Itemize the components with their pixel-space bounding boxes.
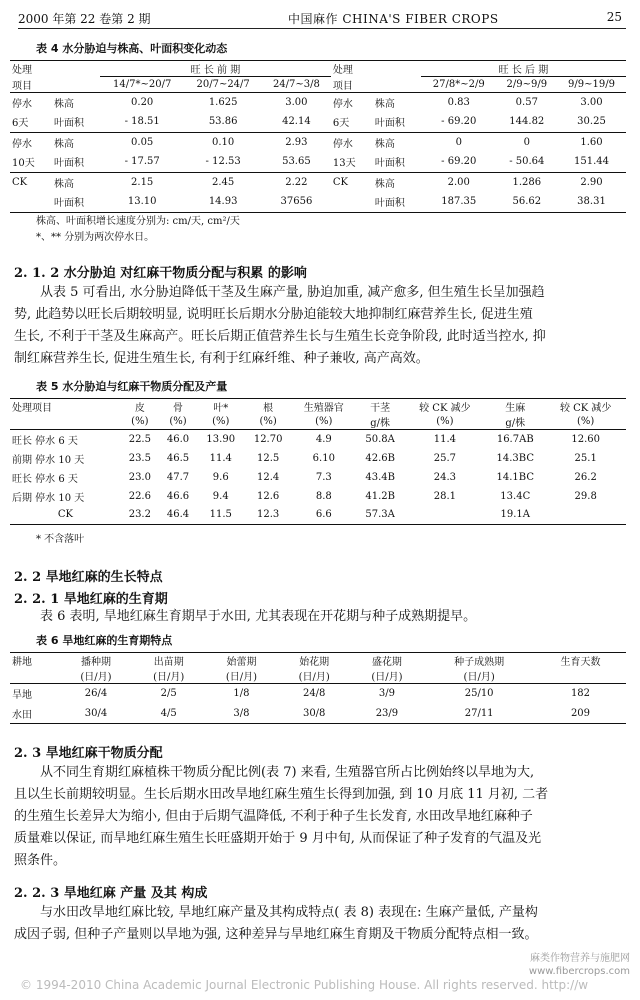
table4-caption: 表 4 水分胁迫与株高、叶面积变化动态 <box>36 42 228 55</box>
table-cell: 182 <box>570 688 591 700</box>
table-cell: 2.90 <box>580 176 603 188</box>
table-cell: 42.14 <box>282 116 311 128</box>
table-cell: 12.70 <box>253 433 283 445</box>
table-cell: 11.4 <box>209 452 232 464</box>
table-cell: 187.35 <box>441 196 477 208</box>
table-cell: 停水 <box>12 138 32 150</box>
table-cell: 56.62 <box>512 196 542 208</box>
section-heading-2-2-1: 2. 2. 1 旱地红麻的生育期 <box>14 592 168 607</box>
table-header: (日/月) <box>153 672 185 683</box>
table-cell <box>405 506 486 525</box>
table-header: (%) <box>259 416 277 427</box>
table4-note2: *、** 分别为两次停水日。 <box>36 232 155 243</box>
table-cell: 53.86 <box>208 116 238 128</box>
table-cell: 23.2 <box>128 509 151 521</box>
table-cell: 43.4B <box>365 471 395 483</box>
table-row <box>10 92 626 112</box>
table-header: (日/月) <box>298 672 330 683</box>
table-cell: 47.7 <box>166 471 190 483</box>
table-cell: 2.15 <box>131 176 154 188</box>
paragraph-2-1-2 <box>14 282 626 370</box>
paragraph-line: 与水田改旱地红麻比较, 旱地红麻产量及其构成特点( 表 8) 表现在: 生麻产量低, 产量构 <box>40 905 538 920</box>
table-cell: 旱地 <box>12 690 32 702</box>
table-cell: 2.00 <box>447 176 470 188</box>
table-header: (日/月) <box>80 672 112 683</box>
table-cell: 41.2B <box>365 490 395 502</box>
table-cell <box>545 506 626 525</box>
table-cell: 46.4 <box>166 509 190 521</box>
table-header: 骨 <box>172 403 183 414</box>
table4-h-treat-late: 处理 <box>332 65 353 77</box>
table4-col-header: 14/7*~20/7 <box>113 78 172 90</box>
table-cell: 6天 <box>12 118 29 130</box>
table-header: 根 <box>263 403 274 414</box>
table-cell: 12.5 <box>257 452 280 464</box>
paragraph-line: 从表 5 可看出, 水分胁迫降低干茎及生麻产量, 胁迫加重, 减产愈多, 但生殖生长呈加强趋 <box>40 285 545 300</box>
table-row <box>10 172 626 192</box>
table-cell: 叶面积 <box>54 198 84 210</box>
table-cell: 前期 停水 10 天 <box>12 454 85 466</box>
table-cell: 停水 <box>12 98 32 110</box>
table-cell: 12.6 <box>257 490 280 502</box>
table-row <box>10 449 626 468</box>
table4-h-item-late: 项目 <box>332 80 353 92</box>
table4 <box>10 60 626 213</box>
table-cell: 6.10 <box>312 452 335 464</box>
section-heading-2-2-3: 2. 2. 3 旱地红麻 产量 及其 构成 <box>14 886 208 901</box>
table-cell: 19.1A <box>500 509 530 521</box>
table-row <box>10 132 626 152</box>
table4-note1: 株高、叶面积增长速度分别为: cm/天, cm²/天 <box>36 216 240 227</box>
table-header: (%) <box>315 416 333 427</box>
table-cell: 0.20 <box>131 96 154 108</box>
table-header: 盛花期 <box>371 657 402 668</box>
table-header: (%) <box>131 416 149 427</box>
table-cell: 26.2 <box>574 471 597 483</box>
table-row <box>10 192 626 212</box>
table-cell: 50.8A <box>365 433 395 445</box>
table-cell: 6天 <box>332 118 350 130</box>
table-cell: 26/4 <box>84 688 108 700</box>
table5-caption: 表 5 水分胁迫与红麻干物质分配及产量 <box>36 380 228 393</box>
table-cell: 0.83 <box>447 96 470 108</box>
table-cell: 22.5 <box>128 433 151 445</box>
running-header <box>18 8 626 29</box>
table-cell: 叶面积 <box>374 198 405 210</box>
table-cell: 38.31 <box>577 196 606 208</box>
table4-group-early: 旺 长 前 期 <box>100 61 331 77</box>
table-cell: 11.5 <box>209 509 232 521</box>
table-cell: 13天 <box>332 158 356 170</box>
table-cell: 46.5 <box>166 452 190 464</box>
table-cell: - 69.20 <box>441 116 477 128</box>
table-cell: 144.82 <box>509 116 545 128</box>
paragraph-line: 生长, 不利于干茎及生麻高产。旺长后期正值营养生长与生殖生长竞争阶段, 此时适当控水, 抑 <box>14 329 546 344</box>
paragraph-line: 照条件。 <box>14 853 67 868</box>
table-cell: 后期 停水 10 天 <box>12 492 85 504</box>
table-header <box>10 668 60 684</box>
table-cell: 14.3BC <box>496 452 534 464</box>
table-cell: 29.8 <box>574 490 597 502</box>
table-cell: 42.6B <box>365 452 395 464</box>
table4-h-item: 项目 <box>12 80 32 92</box>
table6-caption: 表 6 旱地红麻的生育期特点 <box>36 634 173 647</box>
paragraph-line: 且以生长前期较明显。生长后期水田改旱地红麻生殖生长得到加强, 到 10 月底 11 月初, 二者 <box>14 787 549 802</box>
table-cell: 25/10 <box>464 688 494 700</box>
table-cell: 12.60 <box>571 433 600 445</box>
table-cell: 停水 <box>332 98 353 110</box>
section-heading-2-1-2: 2. 1. 2 水分胁迫 对红麻干物质分配与积累 的影响 <box>14 266 307 281</box>
table-cell: 株高 <box>374 138 395 150</box>
table-header: g/株 <box>370 418 391 429</box>
table-cell <box>10 192 52 212</box>
table-cell: 25.1 <box>574 452 597 464</box>
table-header: (%) <box>436 416 454 427</box>
table-row <box>10 152 626 172</box>
table-cell: 旺长 停水 6 天 <box>12 435 78 447</box>
table-header: 种子成熟期 <box>454 657 505 668</box>
table-header: 出苗期 <box>153 657 184 668</box>
table-cell: 23/9 <box>375 707 399 719</box>
table-cell: 8.8 <box>315 490 332 502</box>
table-cell: 13.4C <box>500 490 531 502</box>
table-header: 耕地 <box>12 657 32 668</box>
table-header: 较 CK 减少 <box>559 403 612 414</box>
table-header: (日/月) <box>463 672 495 683</box>
table-header: (日/月) <box>225 672 258 683</box>
table-header: 生麻 <box>505 403 526 414</box>
watermark <box>529 952 630 978</box>
table-cell: 37656 <box>280 196 313 208</box>
table-cell: 株高 <box>374 98 395 110</box>
issue-info: 2000 年第 22 卷第 2 期 <box>18 12 151 26</box>
table-cell: 停水 <box>332 138 353 150</box>
table-cell: 9.4 <box>212 490 229 502</box>
table-cell: 23.5 <box>128 452 151 464</box>
table-cell: 株高 <box>54 98 74 110</box>
table-cell: 9.6 <box>212 471 229 483</box>
paragraph-line: 成因子弱, 但种子产量则以旱地为强, 这种差异与旱地红麻生育期及干物质分配特点相一致。 <box>14 927 538 942</box>
table-cell: 3.00 <box>580 96 603 108</box>
table-cell: 2.22 <box>285 176 308 188</box>
table-cell: 2.45 <box>212 176 235 188</box>
table-cell: 57.3A <box>365 509 395 521</box>
table-cell: 叶面积 <box>54 118 84 130</box>
table-cell: 株高 <box>54 138 74 150</box>
paragraph-line: 从不同生育期红麻植株干物质分配比例(表 7) 来看, 生殖器官所占比例始终以旱地为大, <box>40 765 535 780</box>
table-cell: 水田 <box>12 709 32 721</box>
table-cell: - 18.51 <box>124 116 160 128</box>
table-cell: 1.625 <box>208 96 238 108</box>
table-cell: CK <box>12 176 28 188</box>
table-cell: 2/5 <box>160 688 177 700</box>
table-cell: 30/8 <box>302 707 326 719</box>
paragraph-2-2-1: 表 6 表明, 旱地红麻生育期早于水田, 尤其表现在开花期与种子成熟期提早。 <box>40 609 477 624</box>
table-cell: 10天 <box>12 158 35 170</box>
table-cell: 叶面积 <box>54 158 84 170</box>
watermark-line1: 麻类作物营养与施肥网 <box>530 953 630 964</box>
table-header: 叶* <box>213 403 229 414</box>
table-cell: 叶面积 <box>374 118 405 130</box>
table-cell <box>331 192 373 212</box>
table-header <box>10 414 121 430</box>
table-cell: 151.44 <box>573 156 609 168</box>
table-cell: 株高 <box>54 178 74 190</box>
table-row <box>10 487 626 506</box>
table-cell: 0 <box>455 136 462 148</box>
table5-note: * 不含落叶 <box>36 534 85 545</box>
table-cell: 11.4 <box>433 433 456 445</box>
table5 <box>10 398 626 525</box>
table-row <box>10 468 626 487</box>
table-header: (%) <box>169 416 187 427</box>
table-cell: 0.10 <box>212 136 235 148</box>
table-cell: 30.25 <box>577 116 606 128</box>
table-cell: 14.93 <box>208 196 238 208</box>
table-cell: 13.90 <box>206 433 236 445</box>
paragraph-line: 势, 此趋势以旺长后期较明显, 说明旺长后期水分胁迫能较大地抑制红麻营养生长, 促进生殖 <box>14 307 533 322</box>
paragraph-2-3 <box>14 762 626 872</box>
paragraph-line: 的生殖生长差异大为缩小, 但由于后期气温降低, 不利于种子生长发育, 水田改旱地红麻种子 <box>14 809 533 824</box>
table-cell: CK <box>57 509 73 521</box>
table-cell: 1/8 <box>233 688 250 700</box>
table-cell: 3.00 <box>285 96 308 108</box>
table-cell: 4.9 <box>315 433 332 445</box>
table4-col-header: 27/8*~2/9 <box>432 78 485 90</box>
journal-name: 中国麻作 CHINA'S FIBER CROPS <box>288 12 499 26</box>
table-row <box>10 112 626 132</box>
table-cell: 23.0 <box>128 471 151 483</box>
table-cell: 2.93 <box>285 136 308 148</box>
table-row <box>10 506 626 525</box>
table-cell: 24/8 <box>302 688 326 700</box>
table-cell: 1.286 <box>512 176 542 188</box>
paragraph-2-2-3 <box>14 902 626 946</box>
table-row <box>10 704 626 724</box>
page-number: 25 <box>606 10 622 24</box>
table-header: 生殖器官 <box>303 403 344 414</box>
table-header: 处理项目 <box>12 403 52 414</box>
table-header: 始蕾期 <box>226 657 257 668</box>
table-row <box>10 684 626 704</box>
section-heading-2-2: 2. 2 旱地红麻的生长特点 <box>14 570 163 585</box>
table-cell: 209 <box>570 707 591 719</box>
table-header: 播种期 <box>80 657 111 668</box>
table-cell: 30/4 <box>84 707 108 719</box>
table-header: 皮 <box>134 403 145 414</box>
table4-group-late: 旺 长 后 期 <box>421 61 626 77</box>
section-heading-2-3: 2. 3 旱地红麻干物质分配 <box>14 746 163 761</box>
table-cell: 24.3 <box>433 471 456 483</box>
table-header: 较 CK 减少 <box>419 403 471 414</box>
table-cell: 0 <box>523 136 530 148</box>
table-cell: 14.1BC <box>496 471 534 483</box>
paragraph-line: 质量难以保证, 而旱地红麻生殖生长旺盛期开始于 9 月中旬, 从而保证了种子发育的气温及光 <box>14 831 542 846</box>
paragraph-line: 制红麻营养生长, 促进生殖生长, 有利于红麻纤维、种子兼收, 高产高效。 <box>14 351 429 366</box>
table-cell: 7.3 <box>315 471 332 483</box>
table-cell: - 12.53 <box>205 156 241 168</box>
table-cell: 28.1 <box>433 490 456 502</box>
table-header: g/株 <box>505 418 526 429</box>
table-cell: 25.7 <box>433 452 456 464</box>
table-cell: 0.57 <box>515 96 538 108</box>
table-header: 干茎 <box>370 403 391 414</box>
table6 <box>10 652 626 724</box>
table-cell: - 50.64 <box>509 156 545 168</box>
table-cell: 3/8 <box>233 707 250 719</box>
table-row <box>10 430 626 449</box>
table-header: (%) <box>577 416 595 427</box>
table-cell: 株高 <box>374 178 395 190</box>
table-header: 生育天数 <box>560 657 601 668</box>
table-header: (日/月) <box>371 672 403 683</box>
table-header <box>535 668 626 684</box>
table-cell: - 17.57 <box>124 156 160 168</box>
table-cell: 46.6 <box>166 490 190 502</box>
table4-col-header: 2/9~9/9 <box>506 78 548 90</box>
watermark-line2: www.fibercrops.com <box>528 966 630 977</box>
table-cell: 4/5 <box>160 707 177 719</box>
table-cell: - 69.20 <box>441 156 477 168</box>
table-cell: 22.6 <box>128 490 151 502</box>
table-cell: 13.10 <box>127 196 157 208</box>
table-cell: 46.0 <box>166 433 190 445</box>
table-cell: 6.6 <box>315 509 332 521</box>
table-header: 始花期 <box>299 657 330 668</box>
table-cell: 16.7AB <box>496 433 534 445</box>
table-cell: CK <box>332 176 349 188</box>
table4-col-header: 9/9~19/9 <box>568 78 615 90</box>
table-cell: 27/11 <box>464 707 494 719</box>
table4-h-treat: 处理 <box>12 65 32 77</box>
table-header: (%) <box>212 416 230 427</box>
table4-col-header: 20/7~24/7 <box>196 78 250 90</box>
table-cell: 12.4 <box>257 471 280 483</box>
table4-col-header: 24/7~3/8 <box>272 78 320 90</box>
table-cell: 旺长 停水 6 天 <box>12 473 78 485</box>
table-cell: 3/9 <box>378 688 395 700</box>
table-cell: 1.60 <box>580 136 603 148</box>
table-cell: 53.65 <box>282 156 311 168</box>
table-cell: 12.3 <box>257 509 280 521</box>
table-cell: 0.05 <box>131 136 154 148</box>
table-cell: 叶面积 <box>374 158 405 170</box>
copyright-footer: © 1994-2010 China Academic Journal Electronic Publishing House. All rights reserved. http://w <box>20 978 589 992</box>
